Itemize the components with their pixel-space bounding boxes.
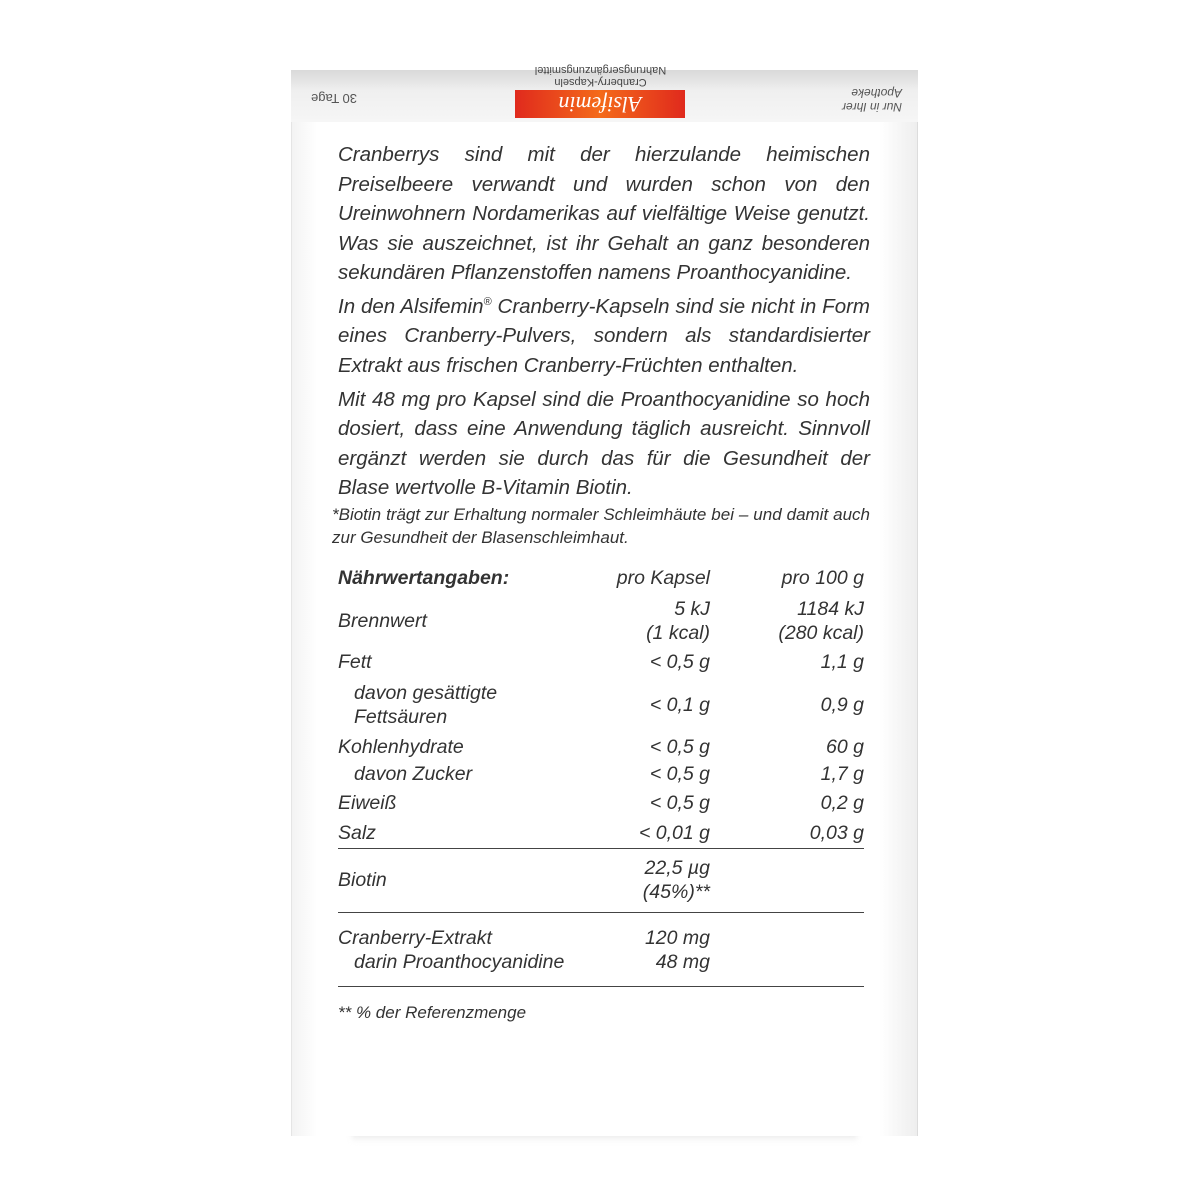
table-row [338, 648, 864, 676]
sugar-label: davon Zucker [354, 763, 473, 785]
intro-text [338, 140, 870, 503]
table-row [338, 676, 864, 734]
brand-logo: Alsifemin [515, 90, 685, 118]
table-row [338, 788, 864, 818]
cell-per-100g: 1,7 g [820, 763, 864, 785]
cell-per-100g [710, 950, 864, 986]
box-top-content [291, 64, 918, 122]
intro-p2-start: In den Alsifemin [338, 294, 484, 318]
intro-paragraph-1: Cranberrys sind mit der hierzulande heimischen Preiselbeere verwandt und wurden schon von den Ureinwohnern Nordamerikas auf vielfältige Weise genutzt. Was sie auszeichnet, ist ihr Gehalt an ganz besonderen sekundären Pflanzenstoffen namens Proanthocyanidine. [338, 143, 870, 285]
header-per-100g: pro 100 g [781, 567, 864, 589]
biotin-value: 22,5 µg [644, 857, 710, 879]
cell-per-capsule [588, 594, 710, 648]
table-row [338, 912, 864, 950]
row-label: Kohlenhydrate [338, 736, 464, 758]
cell-per-capsule: < 0,5 g [649, 792, 710, 814]
energy-kj-100g: 1184 kJ [797, 598, 864, 620]
cell-per-100g: 1,1 g [820, 651, 864, 673]
product-category: Nahrungsergänzungsmittel [534, 64, 667, 76]
row-label [338, 760, 588, 788]
cell-per-100g [710, 848, 864, 912]
table-row [338, 594, 864, 648]
cell-per-capsule: < 0,1 g [649, 694, 710, 716]
days-label: 30 Tage [311, 91, 358, 106]
cell-per-100g: 0,2 g [820, 792, 864, 814]
sat-fat-label-1: davon gesättigte [354, 682, 498, 704]
row-label: Salz [338, 821, 376, 844]
biotin-footnote: *Biotin trägt zur Erhaltung normaler Schleimhäute bei – und damit auch zur Gesundheit der Blasenschleimhaut. [332, 505, 870, 547]
sat-fat-label-2: Fettsäuren [354, 706, 448, 728]
energy-kcal: (1 kcal) [646, 622, 710, 644]
nutrition-table [338, 562, 864, 987]
proantho-label: darin Proanthocyanidine [354, 951, 565, 973]
cell-per-capsule: 120 mg [588, 912, 710, 950]
rule-cell [710, 986, 864, 987]
pharmacy-note: Nur in Ihrer Apotheke [841, 86, 902, 114]
cell-per-100g [710, 912, 864, 950]
cell-per-capsule [588, 848, 710, 912]
intro-paragraph-2 [338, 288, 870, 381]
intro-p2-rest: Cranberry-Kapseln sind sie nicht in Form eines Cranberry-Pulvers, sondern als standardisierter Extrakt aus frischen Cranberry-Früchten enthalten. [338, 294, 870, 377]
registered-mark: ® [483, 295, 492, 308]
row-label [338, 950, 588, 986]
table-row [338, 734, 864, 760]
header-per-capsule: pro Kapsel [616, 567, 710, 589]
cell-per-100g: 0,03 g [809, 821, 864, 844]
table-row [338, 848, 864, 912]
rule-cell [338, 986, 588, 987]
biotin-reference: (45%)** [642, 881, 710, 903]
row-label: Cranberry-Extrakt [338, 912, 588, 950]
cell-per-100g: 60 g [826, 736, 864, 758]
box-top-flap [291, 64, 918, 122]
cell-per-capsule: 48 mg [655, 951, 710, 973]
table-row [338, 818, 864, 848]
cell-per-capsule: < 0,5 g [649, 763, 710, 785]
cell-per-100g: 0,9 g [820, 694, 864, 716]
table-header-row [338, 562, 864, 594]
cell-per-capsule: < 0,5 g [649, 736, 710, 758]
table-row [338, 760, 864, 788]
row-label: Eiweiß [338, 792, 397, 814]
row-label [338, 676, 588, 734]
cell-per-capsule: < 0,5 g [649, 651, 710, 673]
energy-kj: 5 kJ [674, 598, 710, 620]
cell-per-100g [710, 594, 864, 648]
table-bottom-rule [338, 986, 864, 987]
row-label: Brennwert [338, 610, 427, 632]
product-subtitle [488, 64, 713, 88]
row-label: Biotin [338, 848, 588, 912]
reference-note: ** % der Referenzmenge [338, 1003, 527, 1022]
intro-paragraph-3: Mit 48 mg pro Kapsel sind die Proanthocyanidine so hoch dosiert, dass eine Anwendung täglich ausreicht. Sinnvoll ergänzt werden sie durch das für die Gesundheit der Blase wertvolle B-Vitamin Biotin. [338, 387, 870, 500]
row-label: Fett [338, 651, 372, 673]
table-row [338, 950, 864, 986]
product-name: Cranberry-Kapseln [554, 76, 647, 88]
energy-kcal-100g: (280 kcal) [778, 622, 864, 644]
rule-cell [588, 986, 710, 987]
header-label: Nährwertangaben: [338, 567, 510, 589]
cell-per-capsule: < 0,01 g [638, 821, 710, 844]
